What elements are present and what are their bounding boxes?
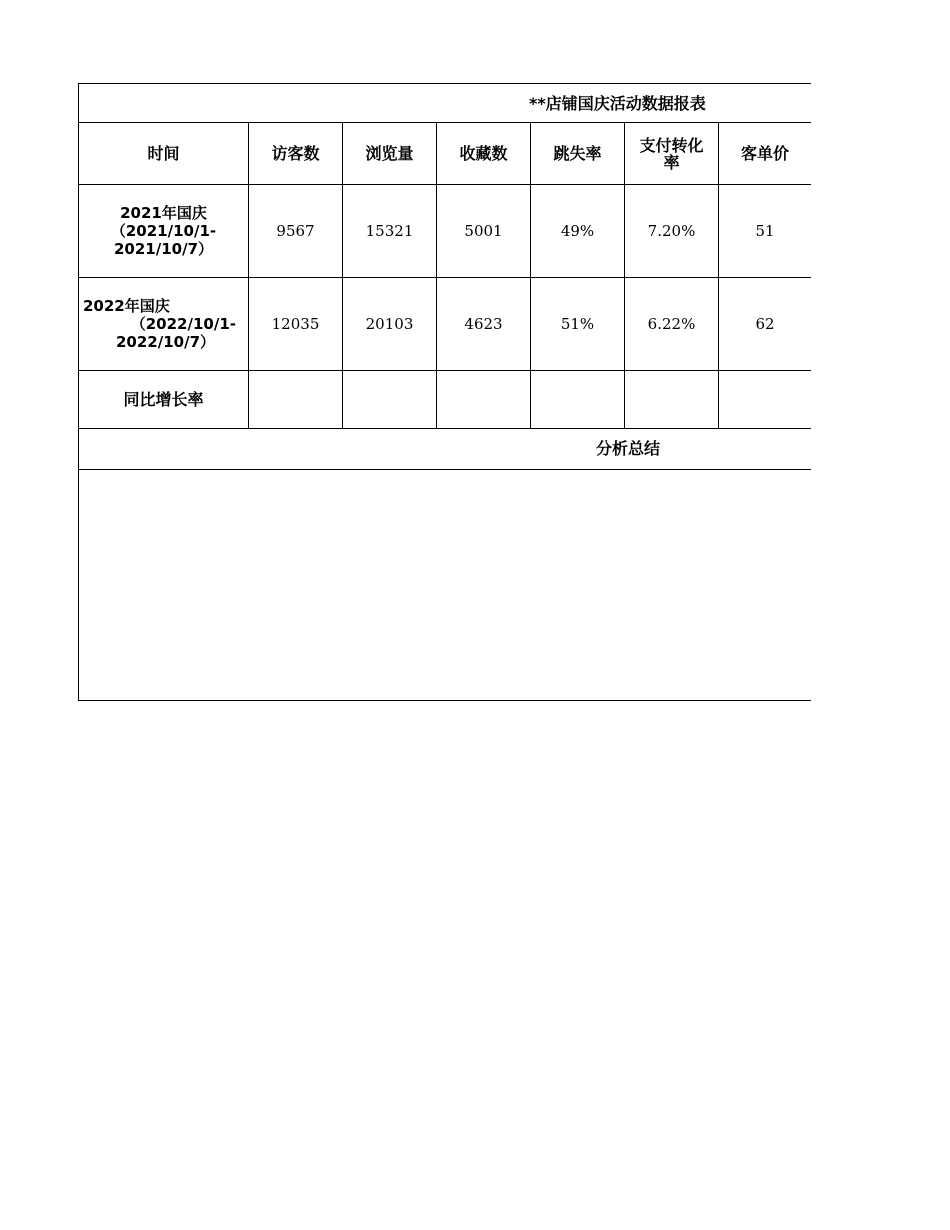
report-title: **店铺国庆活动数据报表 bbox=[529, 94, 706, 113]
header-visitors[interactable]: 访客数 bbox=[249, 123, 343, 184]
avg-order-value-cell[interactable]: 62 bbox=[755, 314, 775, 333]
header-conversion-rate-label: 支付转化率 bbox=[639, 135, 704, 172]
bounce-rate-cell[interactable]: 49% bbox=[531, 185, 625, 277]
growth-page-views-cell[interactable] bbox=[343, 371, 437, 428]
bounce-rate-cell[interactable]: 51% bbox=[531, 278, 625, 370]
summary-title-row bbox=[79, 429, 811, 470]
growth-bounce-rate-cell[interactable] bbox=[531, 371, 625, 428]
summary-title: 分析总结 bbox=[596, 439, 661, 458]
growth-avg-order-value-cell[interactable] bbox=[719, 371, 811, 428]
time-cell[interactable] bbox=[79, 278, 249, 370]
time-line3: 2022/10/7） bbox=[115, 333, 216, 351]
summary-body-cell[interactable] bbox=[79, 470, 811, 700]
time-line1: 2021年国庆 bbox=[120, 204, 207, 222]
page-views-cell[interactable]: 20103 bbox=[343, 278, 437, 370]
visitors-cell[interactable]: 12035 bbox=[249, 278, 343, 370]
growth-conversion-rate-cell[interactable] bbox=[625, 371, 719, 428]
time-cell[interactable] bbox=[79, 185, 249, 277]
table-row bbox=[79, 185, 811, 278]
time-line2: （2022/10/1- bbox=[130, 315, 236, 333]
avg-order-value-cell[interactable]: 51 bbox=[755, 221, 775, 240]
header-bounce-rate[interactable]: 跳失率 bbox=[531, 123, 625, 184]
time-line2: （2021/10/1- bbox=[110, 222, 217, 240]
conversion-rate-cell[interactable]: 6.22% bbox=[625, 278, 719, 370]
conversion-rate-cell[interactable]: 7.20% bbox=[625, 185, 719, 277]
header-page-views[interactable]: 浏览量 bbox=[343, 123, 437, 184]
favorites-cell[interactable]: 4623 bbox=[437, 278, 531, 370]
header-time[interactable]: 时间 bbox=[79, 123, 249, 184]
report-table bbox=[78, 83, 811, 701]
title-row bbox=[79, 84, 811, 123]
header-avg-order-value[interactable]: 客单价 bbox=[740, 144, 789, 163]
time-label bbox=[79, 297, 248, 351]
header-row bbox=[79, 123, 811, 185]
title-cell[interactable] bbox=[79, 84, 811, 122]
summary-title-cell[interactable] bbox=[79, 429, 811, 469]
header-favorites[interactable]: 收藏数 bbox=[437, 123, 531, 184]
visitors-cell[interactable]: 9567 bbox=[249, 185, 343, 277]
favorites-cell[interactable]: 5001 bbox=[437, 185, 531, 277]
header-conversion-rate[interactable] bbox=[625, 123, 719, 184]
time-label bbox=[79, 204, 248, 258]
growth-visitors-cell[interactable] bbox=[249, 371, 343, 428]
table-row bbox=[79, 278, 811, 371]
growth-favorites-cell[interactable] bbox=[437, 371, 531, 428]
summary-body-row bbox=[79, 470, 811, 700]
page-views-cell[interactable]: 15321 bbox=[343, 185, 437, 277]
time-line1: 2022年国庆 bbox=[83, 297, 170, 315]
growth-label[interactable]: 同比增长率 bbox=[79, 371, 249, 428]
growth-row bbox=[79, 371, 811, 429]
time-line3: 2021/10/7） bbox=[113, 240, 214, 258]
